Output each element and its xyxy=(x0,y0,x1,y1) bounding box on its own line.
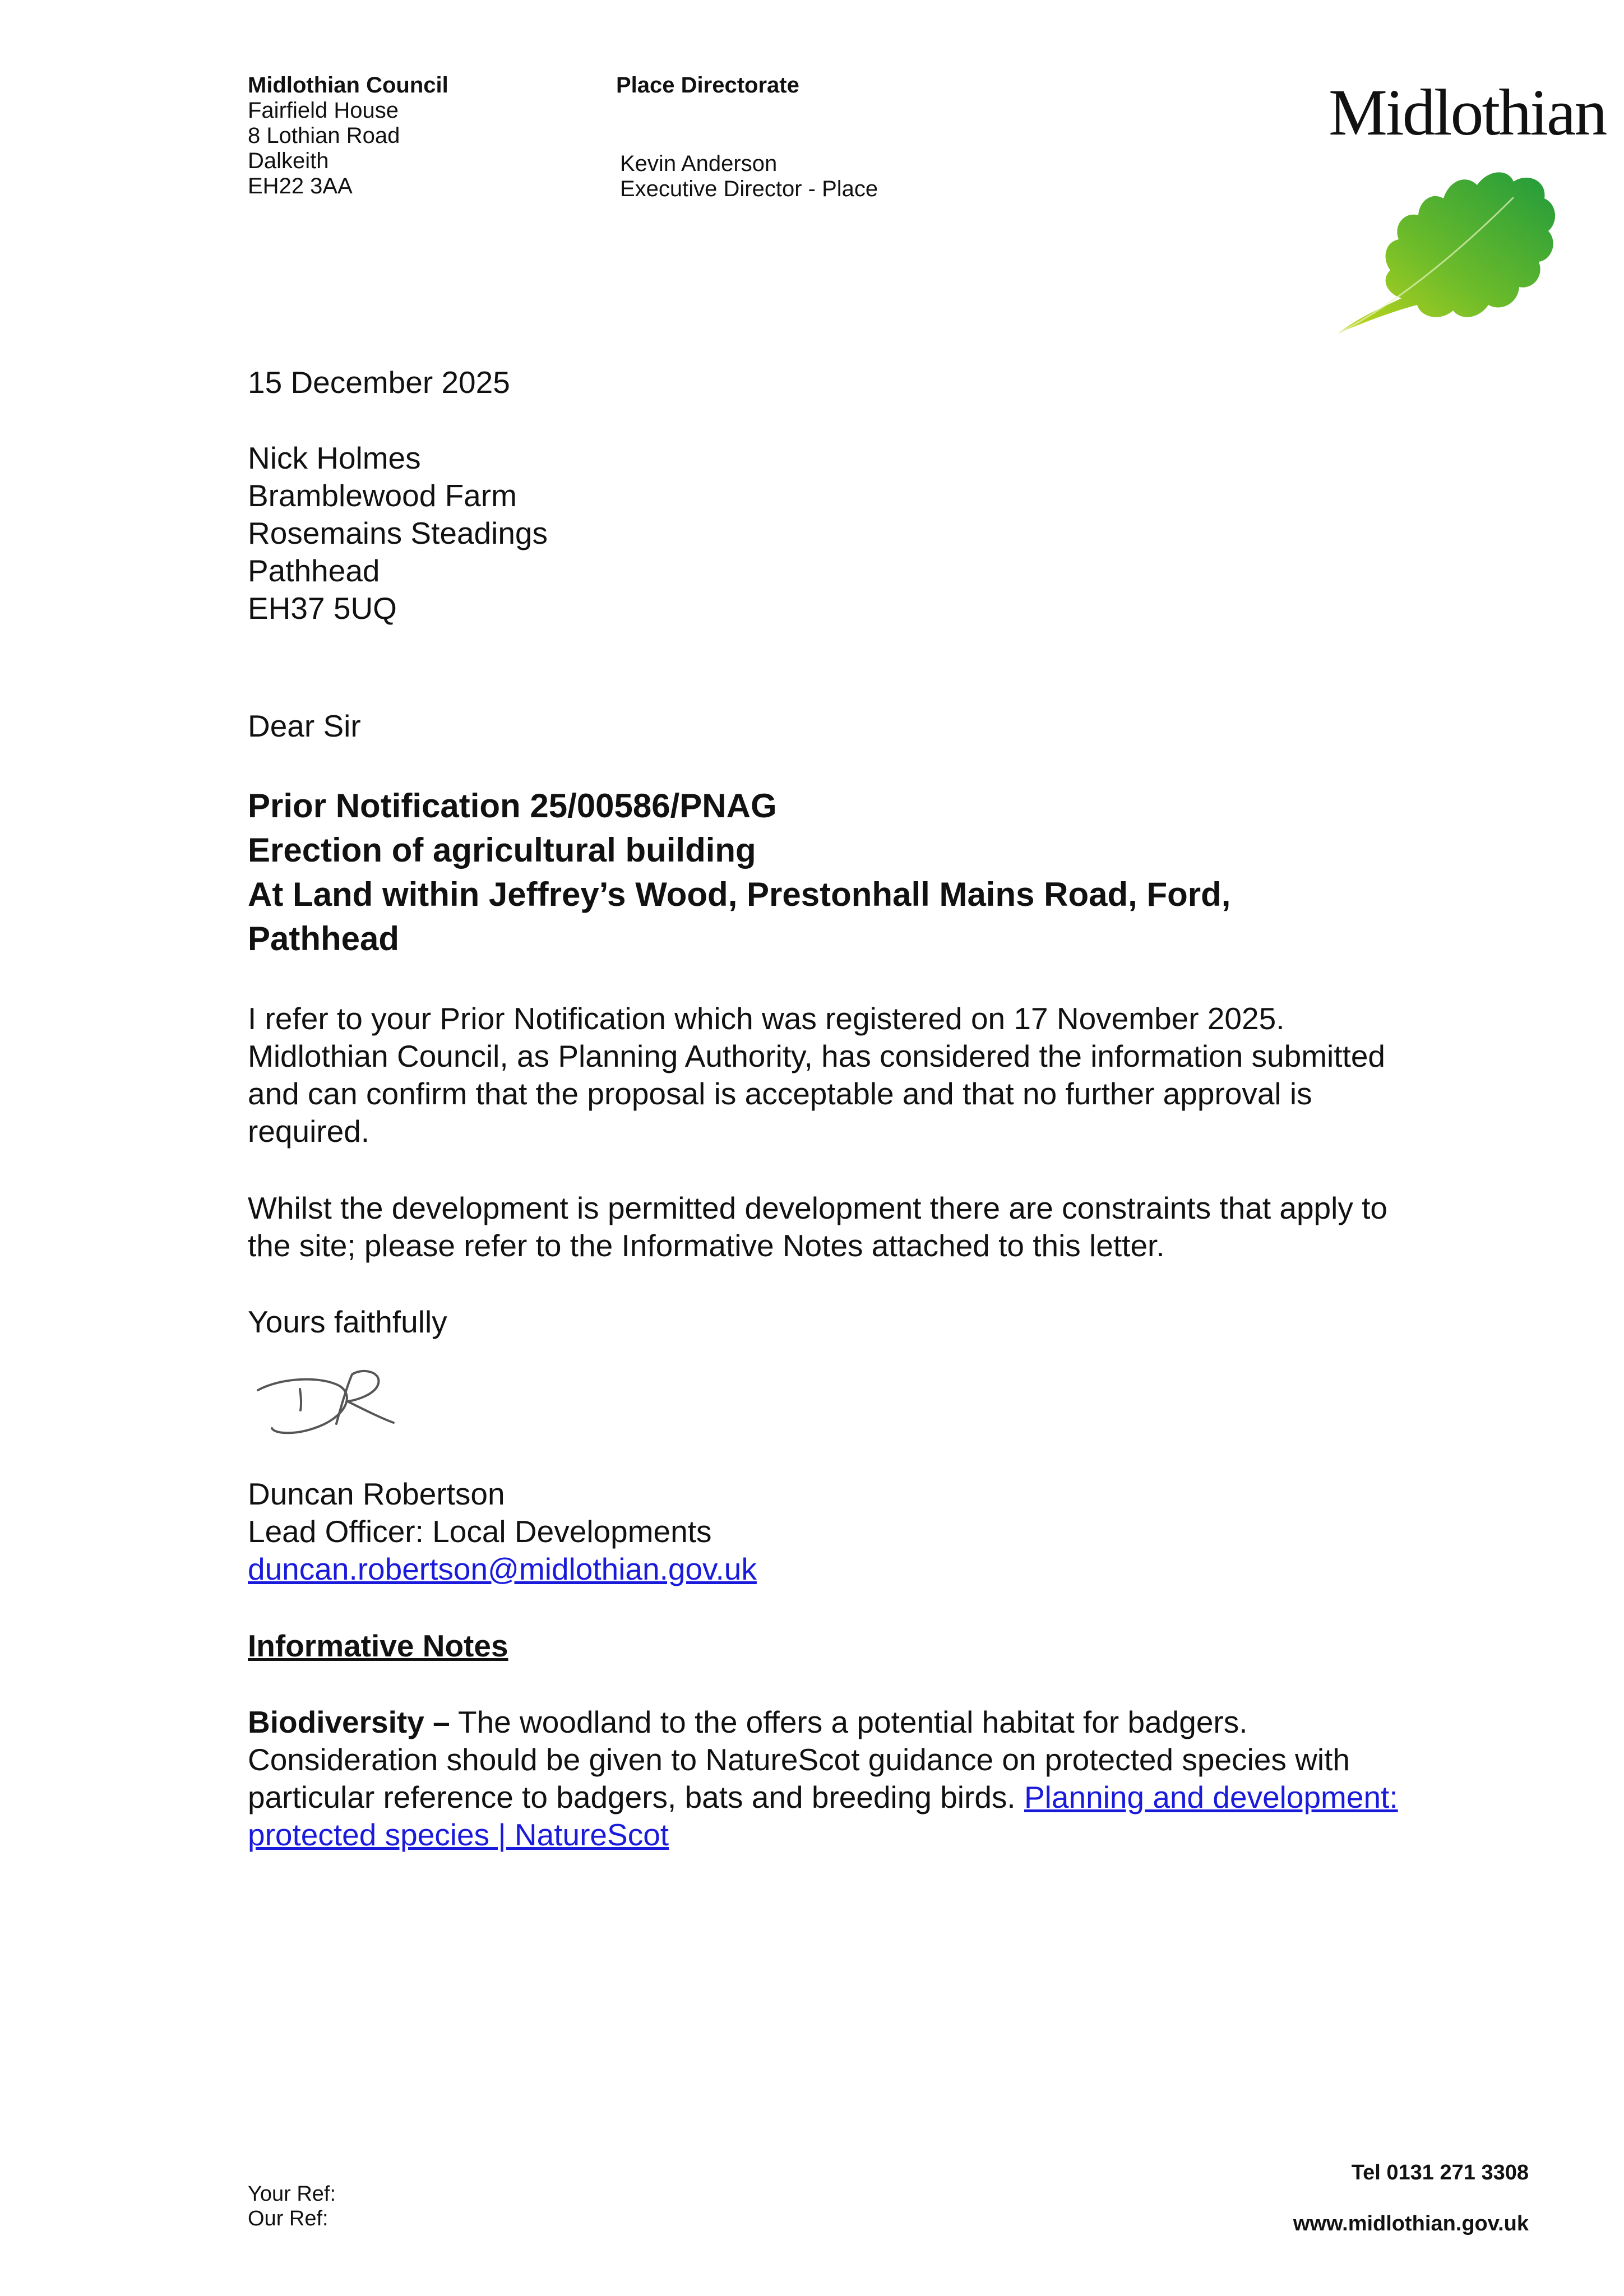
paragraph-1 xyxy=(248,1000,1385,1150)
recipient-line: EH37 5UQ xyxy=(248,591,397,626)
subject-line: Erection of agricultural building xyxy=(248,831,756,869)
closing: Yours faithfully xyxy=(248,1304,447,1339)
subject-line: Pathhead xyxy=(248,920,400,957)
recipient-line: Pathhead xyxy=(248,553,380,588)
footer-tel: Tel 0131 271 3308 xyxy=(1351,2161,1529,2184)
address-line: 8 Lothian Road xyxy=(248,123,400,148)
biodiversity-note xyxy=(248,1704,1398,1854)
note-line xyxy=(248,1704,1398,1741)
director-block xyxy=(620,151,878,202)
council-address xyxy=(248,73,448,199)
logo-wordmark: Midlothian xyxy=(1329,76,1606,149)
signatory-email-link[interactable]: duncan.robertson@midlothian.gov.uk xyxy=(248,1552,757,1586)
address-line: EH22 3AA xyxy=(248,174,353,198)
note-text: particular reference to badgers, bats and breeding birds. xyxy=(248,1780,1024,1814)
note-line: Consideration should be given to NatureScot guidance on protected species with xyxy=(248,1742,1350,1777)
notes-heading: Informative Notes xyxy=(248,1628,508,1663)
our-ref: Our Ref: xyxy=(248,2207,328,2230)
recipient-line: Bramblewood Farm xyxy=(248,478,517,513)
paragraph-line: Midlothian Council, as Planning Authority, has considered the information submitted xyxy=(248,1039,1386,1073)
recipient-line: Nick Holmes xyxy=(248,441,421,475)
recipient-address xyxy=(248,439,548,627)
footer-website: www.midlothian.gov.uk xyxy=(1293,2212,1529,2235)
note-text: The woodland to the offers a potential habitat for badgers. xyxy=(450,1705,1248,1739)
address-line: Fairfield House xyxy=(248,98,399,123)
letter-date: 15 December 2025 xyxy=(248,365,510,400)
note-line xyxy=(248,1779,1398,1816)
paragraph-line: I refer to your Prior Notification which was registered on 17 November 2025. xyxy=(248,1001,1285,1036)
salutation: Dear Sir xyxy=(248,709,361,743)
address-line: Dalkeith xyxy=(248,149,329,173)
paragraph-2 xyxy=(248,1189,1387,1265)
reference-block xyxy=(248,2182,336,2231)
naturescot-link[interactable]: Planning and development: xyxy=(1024,1780,1398,1814)
director-title: Executive Director - Place xyxy=(620,177,878,201)
signatory-name: Duncan Robertson xyxy=(248,1476,505,1511)
director-name: Kevin Anderson xyxy=(620,151,778,176)
oak-leaf-icon xyxy=(1329,147,1564,343)
signatory-block xyxy=(248,1475,757,1588)
your-ref: Your Ref: xyxy=(248,2182,336,2206)
directorate: Place Directorate xyxy=(616,73,799,98)
subject-line: At Land within Jeffrey’s Wood, Prestonhall Mains Road, Ford, xyxy=(248,876,1231,913)
biodiversity-label: Biodiversity – xyxy=(248,1705,450,1739)
subject-line: Prior Notification 25/00586/PNAG xyxy=(248,787,777,825)
paragraph-line: required. xyxy=(248,1114,370,1149)
handwritten-signature xyxy=(247,1362,404,1441)
paragraph-line: Whilst the development is permitted development there are constraints that apply to xyxy=(248,1191,1388,1225)
signatory-title: Lead Officer: Local Developments xyxy=(248,1514,712,1549)
council-name: Midlothian Council xyxy=(248,73,448,98)
paragraph-line: and can confirm that the proposal is acceptable and that no further approval is xyxy=(248,1076,1312,1111)
subject-block xyxy=(248,784,1230,961)
paragraph-line: the site; please refer to the Informative Notes attached to this letter. xyxy=(248,1228,1165,1263)
recipient-line: Rosemains Steadings xyxy=(248,516,548,550)
naturescot-link-continued[interactable]: protected species | NatureScot xyxy=(248,1817,669,1852)
